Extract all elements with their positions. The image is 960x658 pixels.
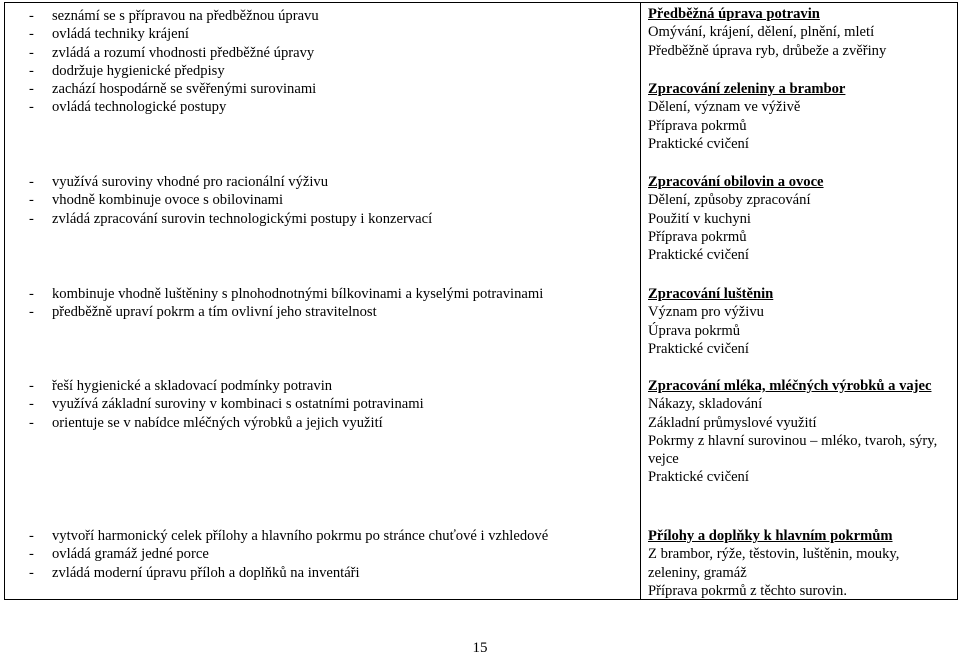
- topic-line: Příprava pokrmů z těchto surovin.: [648, 582, 847, 599]
- topic-block-5: [648, 377, 948, 487]
- outcomes-block-2: [29, 173, 639, 228]
- outcome-item: - kombinuje vhodně luštěniny s plnohodnotnými bílkovinami a kyselými potravinami: [29, 286, 544, 302]
- topic-line: Příprava pokrmů: [648, 117, 747, 134]
- topic-heading: Předběžná úprava potravin: [648, 6, 820, 22]
- outcomes-block-4: [29, 377, 639, 432]
- topic-line: Dělení, význam ve výživě: [648, 99, 801, 116]
- outcome-item: - zvládá a rozumí vhodnosti předběžné úpravy: [29, 44, 315, 61]
- topic-line: Základní průmyslové využití: [648, 414, 817, 431]
- topic-line: Význam pro výživu: [648, 304, 764, 321]
- topic-line: Praktické cvičení: [648, 247, 749, 264]
- outcome-item: - zvládá zpracování surovin technologickými postupy i konzervací: [29, 210, 433, 227]
- topic-line: Omývání, krájení, dělení, plnění, mletí: [648, 24, 875, 41]
- outcomes-block-1: [29, 7, 639, 117]
- topic-heading: Přílohy a doplňky k hlavním pokrmům: [648, 528, 893, 544]
- outcome-item: - seznámí se s přípravou na předběžnou úpravu: [29, 8, 319, 24]
- outcome-item: - řeší hygienické a skladovací podmínky potravin: [29, 378, 333, 394]
- topic-heading: Zpracování mléka, mléčných výrobků a vajec: [648, 378, 932, 394]
- topic-line: Dělení, způsoby zpracování: [648, 192, 811, 209]
- topic-heading: Zpracování luštěnin: [648, 286, 774, 302]
- topic-line: Příprava pokrmů: [648, 228, 747, 245]
- topic-heading: Zpracování zeleniny a brambor: [648, 81, 846, 97]
- outcomes-column: [5, 3, 640, 599]
- topic-line: Praktické cvičení: [648, 340, 749, 357]
- outcome-item: - zvládá moderní úpravu příloh a doplňků na inventáři: [29, 564, 360, 581]
- outcome-item: - využívá suroviny vhodné pro racionální výživu: [29, 174, 328, 190]
- outcomes-block-5: [29, 527, 639, 582]
- outcome-item: - zachází hospodárně se svěřenými surovinami: [29, 81, 317, 98]
- topic-block-1: [648, 5, 948, 60]
- topics-column: [641, 3, 957, 599]
- outcome-item: - využívá základní suroviny v kombinaci s ostatními potravinami: [29, 396, 424, 413]
- topic-block-2: [648, 80, 948, 153]
- outcome-item: - předběžně upraví pokrm a tím ovlivní jeho stravitelnost: [29, 304, 377, 321]
- topic-line: Praktické cvičení: [648, 135, 749, 152]
- topic-line: Nákazy, skladování: [648, 396, 763, 413]
- outcome-item: - vytvoří harmonický celek přílohy a hlavního pokrmu po stránce chuťové i vzhledové: [29, 528, 549, 544]
- page-number: 15: [472, 640, 488, 656]
- topic-line: Pokrmy z hlavní surovinou – mléko, tvaroh, sýry, vejce: [648, 432, 938, 468]
- outcome-item: - ovládá techniky krájení: [29, 26, 189, 43]
- topic-line: Použití v kuchyni: [648, 210, 751, 227]
- outcome-item: - ovládá gramáž jedné porce: [29, 546, 209, 563]
- outcome-item: - ovládá technologické postupy: [29, 99, 227, 116]
- outcome-item: - dodržuje hygienické předpisy: [29, 62, 225, 79]
- topic-line: Z brambor, rýže, těstovin, luštěnin, mouky, zeleniny, gramáž: [648, 546, 900, 581]
- topic-block-3: [648, 173, 948, 264]
- curriculum-table: [4, 2, 958, 600]
- topic-line: Praktické cvičení: [648, 469, 749, 486]
- topic-block-6: [648, 527, 948, 600]
- topic-heading: Zpracování obilovin a ovoce: [648, 174, 824, 190]
- outcomes-block-3: [29, 285, 639, 322]
- outcome-item: - vhodně kombinuje ovoce s obilovinami: [29, 192, 284, 209]
- topic-block-4: [648, 285, 948, 358]
- topic-line: Úprava pokrmů: [648, 322, 740, 339]
- outcome-item: - orientuje se v nabídce mléčných výrobků a jejich využití: [29, 414, 383, 431]
- topic-line: Předběžně úprava ryb, drůbeže a zvěřiny: [648, 42, 887, 59]
